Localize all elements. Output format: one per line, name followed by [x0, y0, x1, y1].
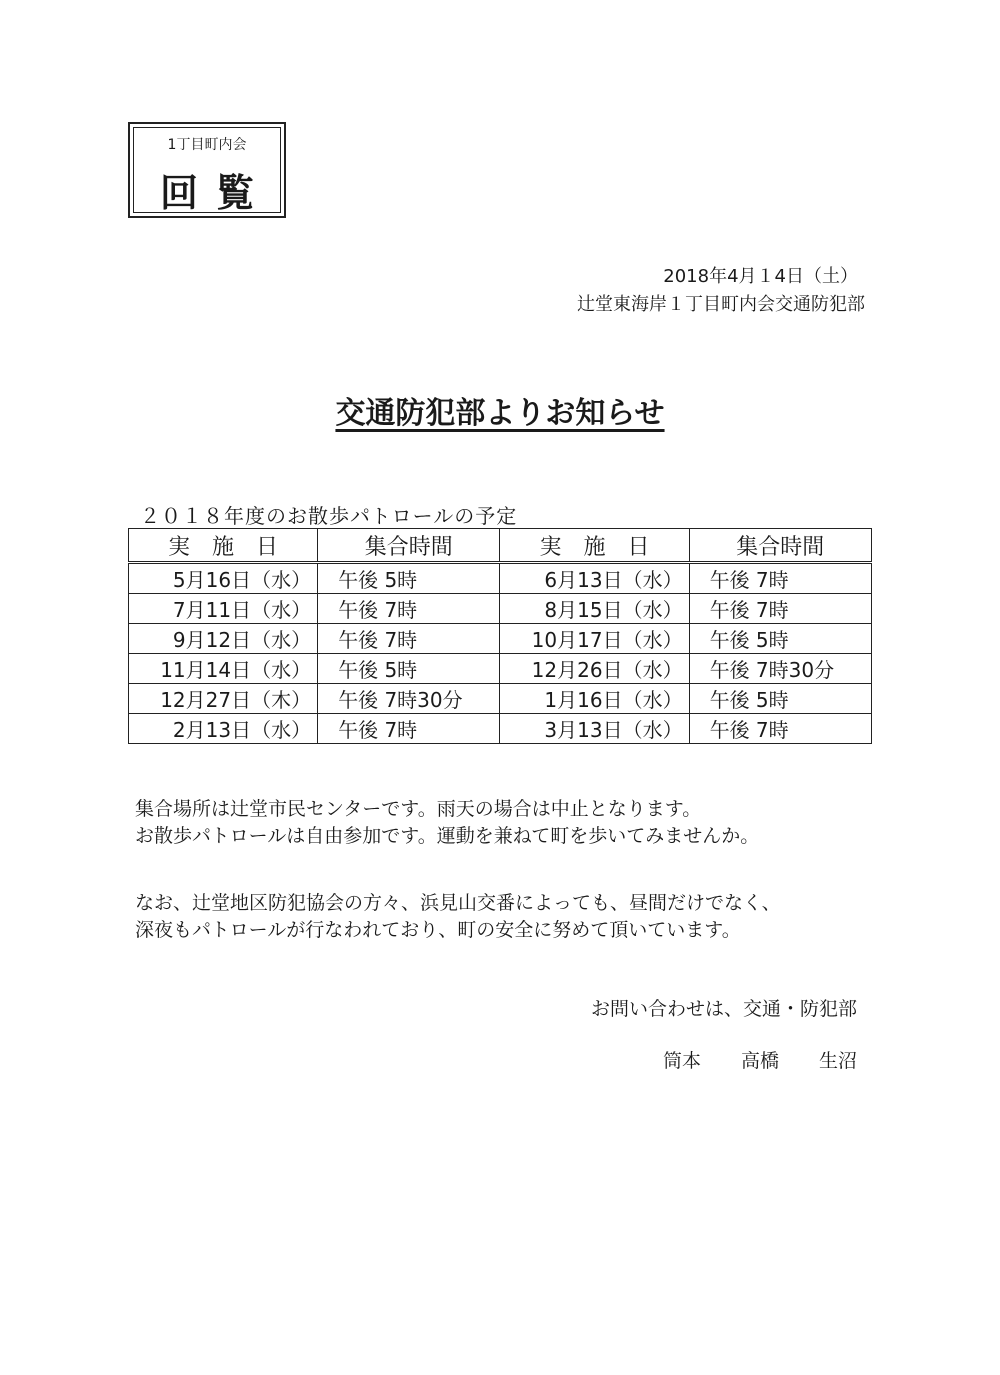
date-cell: 12月26日（水） — [500, 654, 689, 684]
paragraph-line: なお、辻堂地区防犯協会の方々、浜見山交番によっても、昼間だけでなく、 — [135, 892, 781, 914]
date-cell: 2月13日（水） — [129, 714, 318, 744]
time-cell: 午後 7時 — [318, 714, 500, 744]
issue-date: 2018年4月１4日（土） — [663, 266, 858, 287]
time-cell: 午後 5時 — [689, 624, 871, 654]
table-row — [129, 624, 872, 654]
patrol-schedule-table — [128, 528, 872, 744]
header-time-2: 集合時間 — [689, 529, 871, 563]
table-row — [129, 563, 872, 594]
schedule-caption: ２０１８年度のお散歩パトロールの予定 — [140, 504, 518, 528]
date-cell: 8月15日（水） — [500, 594, 689, 624]
date-cell: 12月27日（木） — [129, 684, 318, 714]
patrol-note-paragraph — [135, 890, 781, 944]
table-row — [129, 714, 872, 744]
page-title — [0, 388, 1000, 432]
paragraph-line: お散歩パトロールは自由参加です。運動を兼ねて町を歩いてみませんか。 — [135, 825, 760, 847]
circulation-stamp — [128, 122, 286, 218]
paragraph-line: 集合場所は辻堂市民センターです。雨天の場合は中止となります。 — [135, 798, 702, 820]
time-cell: 午後 5時 — [689, 684, 871, 714]
date-cell: 3月13日（水） — [500, 714, 689, 744]
page-title-text: 交通防犯部よりお知らせ — [335, 396, 665, 431]
contact-name: 生沼 — [818, 1050, 857, 1072]
date-cell: 9月12日（水） — [129, 624, 318, 654]
stamp-org: 1丁目町内会 — [167, 137, 247, 153]
table-row — [129, 654, 872, 684]
time-cell: 午後 7時 — [689, 563, 871, 594]
date-cell: 6月13日（水） — [500, 563, 689, 594]
table-row — [129, 684, 872, 714]
table-row — [129, 594, 872, 624]
time-cell: 午後 7時 — [689, 714, 871, 744]
time-cell: 午後 5時 — [318, 563, 500, 594]
meeting-info-paragraph — [135, 796, 759, 850]
time-cell: 午後 7時 — [689, 594, 871, 624]
header-date-2: 実 施 日 — [500, 529, 689, 563]
date-cell: 7月11日（水） — [129, 594, 318, 624]
contact-name: 高橋 — [740, 1050, 779, 1072]
time-cell: 午後 7時30分 — [689, 654, 871, 684]
stamp-label: 回覧 — [159, 171, 272, 215]
time-cell: 午後 7時30分 — [318, 684, 500, 714]
contact-line: お問い合わせは、交通・防犯部 — [590, 998, 857, 1020]
time-cell: 午後 7時 — [318, 624, 500, 654]
date-cell: 10月17日（水） — [500, 624, 689, 654]
header-date-1: 実 施 日 — [129, 529, 318, 563]
issuer-org: 辻堂東海岸１丁目町内会交通防犯部 — [577, 294, 865, 315]
paragraph-line: 深夜もパトロールが行なわれており、町の安全に努めて頂いています。 — [135, 919, 741, 941]
table-header-row — [129, 529, 872, 563]
contact-names — [623, 1046, 857, 1073]
date-cell: 11月14日（水） — [129, 654, 318, 684]
time-cell: 午後 7時 — [318, 594, 500, 624]
date-cell: 1月16日（水） — [500, 684, 689, 714]
header-time-1: 集合時間 — [318, 529, 500, 563]
date-cell: 5月16日（水） — [129, 563, 318, 594]
time-cell: 午後 5時 — [318, 654, 500, 684]
contact-name: 筒本 — [662, 1050, 701, 1072]
